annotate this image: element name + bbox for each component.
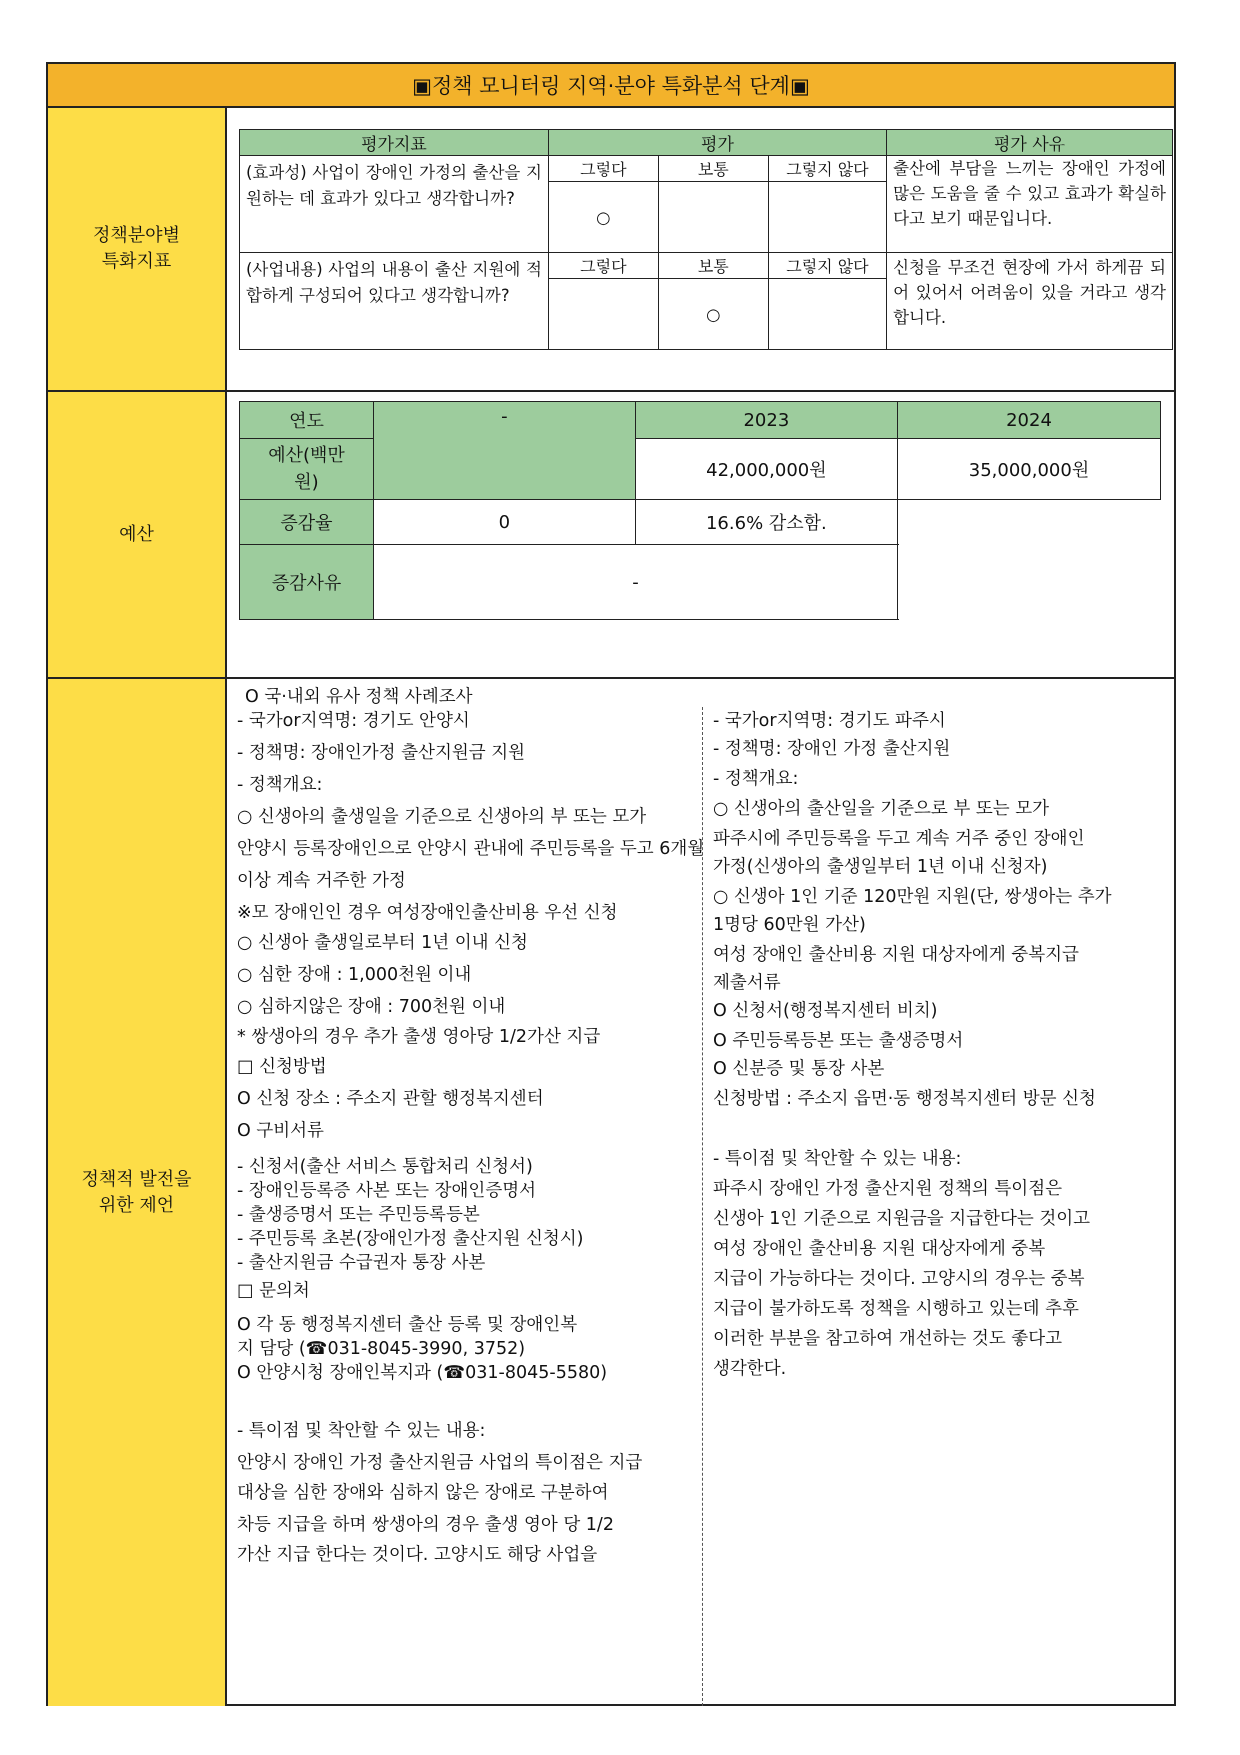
policy-monitoring-form [46,62,1176,1706]
selected-mark: ○ [596,207,611,227]
proposal-line: 지급이 불가하도록 정책을 시행하고 있는데 추후 [713,1299,1079,1319]
proposal-heading: O 국·내외 유사 정책 사례조사 [245,687,473,707]
proposal-line: - 정책개요: [237,775,323,795]
proposal-line: 신청방법 : 주소지 읍면·동 행정복지센터 방문 신청 [713,1089,1096,1109]
mark-cell-neutral [658,182,768,253]
proposal-line: - 출생증명서 또는 주민등록등본 [237,1205,480,1225]
header-evaluation: 평가 [548,130,886,156]
evaluation-table [239,129,1173,350]
case-anyang [237,679,705,1706]
proposal-line: - 특이점 및 착안할 수 있는 내용: [713,1149,962,1169]
proposal-line: - 정책개요: [713,769,799,789]
reason-content: 신청을 무조건 현장에 가서 하게끔 되어 있어서 어려움이 있을 거라고 생각합니다. [887,253,1173,350]
indicator-section-label [48,108,227,390]
option-no: 그렇지 않다 [768,156,886,182]
budget-table [239,401,1161,620]
indicator-section-body [227,108,1174,390]
proposal-line: 제출서류 [713,973,781,993]
option-yes: 그렇다 [548,253,658,279]
question-effectiveness: (효과성) 사업이 장애인 가정의 출산을 지원하는 데 효과가 있다고 생각합니까? [240,156,549,253]
option-neutral: 보통 [658,253,768,279]
year-label: 연도 [240,402,374,439]
proposal-line: O 신청서(행정복지센터 비치) [713,1001,938,1021]
proposal-line: 안양시 장애인 가정 출산지원금 사업의 특이점은 지급 [237,1453,643,1473]
proposal-line: 여성 장애인 출산비용 지원 대상자에게 중복 [713,1239,1046,1259]
header-reason: 평가 사유 [887,130,1173,156]
proposal-line: 생각한다. [713,1359,787,1379]
option-neutral: 보통 [658,156,768,182]
change-rate-label: 증감율 [240,500,374,545]
proposal-line: - 장애인등록증 사본 또는 장애인증명서 [237,1181,537,1201]
proposal-line: 이상 계속 거주한 가정 [237,871,406,891]
proposal-line: 이러한 부분을 참고하여 개선하는 것도 좋다고 [713,1329,1063,1349]
proposal-line: - 주민등록 초본(장애인가정 출산지원 신청시) [237,1229,584,1249]
proposal-line: ○ 신생아의 출산일을 기준으로 부 또는 모가 [713,799,1050,819]
year-2024: 2024 [898,402,1161,439]
proposal-line: ○ 심하지않은 장애 : 700천원 이내 [237,997,506,1017]
selected-mark: ○ [706,304,721,324]
proposal-line: ○ 신생아의 출생일을 기준으로 신생아의 부 또는 모가 [237,807,647,827]
proposal-label-text: 정책적 발전을 위한 제언 [81,1168,192,1216]
change-rate-2023: 0 [374,500,636,545]
proposal-line: □ 신청방법 [237,1057,327,1077]
budget-section-body [227,392,1174,677]
proposal-line: - 신청서(출산 서비스 통합처리 신청서) [237,1157,533,1177]
budget-amount-label: 예산(백만 원) [240,439,374,500]
mark-cell-yes [548,279,658,350]
proposal-line: - 정책명: 장애인 가정 출산지원 [713,739,951,759]
proposal-line: 안양시 등록장애인으로 안양시 관내에 주민등록을 두고 6개월 [237,839,705,859]
proposal-line: O 주민등록등본 또는 출생증명서 [713,1031,964,1051]
change-reason-value: - [374,545,898,620]
proposal-line: 여성 장애인 출산비용 지원 대상자에게 중복지급 [713,945,1079,965]
proposal-line: 파주시 장애인 가정 출산지원 정책의 특이점은 [713,1179,1063,1199]
proposal-line: - 출산지원금 수급권자 통장 사본 [237,1253,486,1273]
proposal-line: ○ 심한 장애 : 1,000천원 이내 [237,965,472,985]
mark-cell-neutral [658,279,768,350]
proposal-line: 신생아 1인 기준으로 지원금을 지급한다는 것이고 [713,1209,1091,1229]
header-indicator: 평가지표 [240,130,549,156]
proposal-line: O 구비서류 [237,1121,324,1141]
proposal-line: O 신청 장소 : 주소지 관할 행정복지센터 [237,1089,544,1109]
proposal-line: 차등 지급을 하며 쌍생아의 경우 출생 영아 당 1/2 [237,1515,614,1535]
mark-cell-yes [548,182,658,253]
proposal-line: - 특이점 및 착안할 수 있는 내용: [237,1421,486,1441]
reason-effectiveness: 출산에 부담을 느끼는 장애인 가정에 많은 도움을 줄 수 있고 효과가 확실하다고 보기 때문입니다. [887,156,1173,253]
proposal-section-body [227,679,1174,1706]
proposal-line: ※모 장애인인 경우 여성장애인출산비용 우선 신청 [237,903,618,923]
proposal-line: 파주시에 주민등록을 두고 계속 거주 중인 장애인 [713,829,1085,849]
proposal-line: ○ 신생아 1인 기준 120만원 지원(단, 쌍생아는 추가 [713,887,1112,907]
budget-blank-cell: - [374,402,636,500]
proposal-line: ○ 신생아 출생일로부터 1년 이내 신청 [237,933,528,953]
mark-cell-no [768,279,886,350]
change-rate-2024: 16.6% 감소함. [635,500,897,545]
proposal-line: O 각 동 행정복지센터 출산 등록 및 장애인복 [237,1315,578,1335]
proposal-line: * 쌍생아의 경우 추가 출생 영아당 1/2가산 지급 [237,1027,601,1047]
proposal-line: - 정책명: 장애인가정 출산지원금 지원 [237,743,526,763]
budget-section-label [48,392,227,677]
proposal-line: - 국가or지역명: 경기도 안양시 [237,711,470,731]
proposal-line: 지 담당 (☎031-8045-3990, 3752) [237,1339,526,1359]
indicator-label-text: 정책분야별 특화지표 [93,225,180,272]
mark-cell-no [768,182,886,253]
amount-2023: 42,000,000원 [635,439,897,500]
budget-label-text: 예산 [119,523,154,545]
proposal-line: 가정(신생아의 출생일부터 1년 이내 신청자) [713,857,1048,877]
option-no: 그렇지 않다 [768,253,886,279]
amount-2024: 35,000,000원 [898,439,1161,500]
proposal-line: - 국가or지역명: 경기도 파주시 [713,711,946,731]
form-title: ▣정책 모니터링 지역·분야 특화분석 단계▣ [48,64,1174,108]
proposal-line: O 안양시청 장애인복지과 (☎031-8045-5580) [237,1363,608,1383]
proposal-line: □ 문의처 [237,1281,310,1301]
proposal-line: 1명당 60만원 가산) [713,915,866,935]
proposal-line: 지급이 가능하다는 것이다. 고양시의 경우는 중복 [713,1269,1085,1289]
proposal-section-label [48,679,227,1706]
option-yes: 그렇다 [548,156,658,182]
proposal-line: 가산 지급 한다는 것이다. 고양시도 해당 사업을 [237,1545,598,1565]
case-paju [713,679,1158,1706]
proposal-line: O 신분증 및 통장 사본 [713,1059,885,1079]
proposal-line: 대상을 심한 장애와 심하지 않은 장애로 구분하여 [237,1483,609,1503]
question-content: (사업내용) 사업의 내용이 출산 지원에 적합하게 구성되어 있다고 생각합니까? [240,253,549,350]
change-reason-label: 증감사유 [240,545,374,620]
year-2023: 2023 [635,402,897,439]
